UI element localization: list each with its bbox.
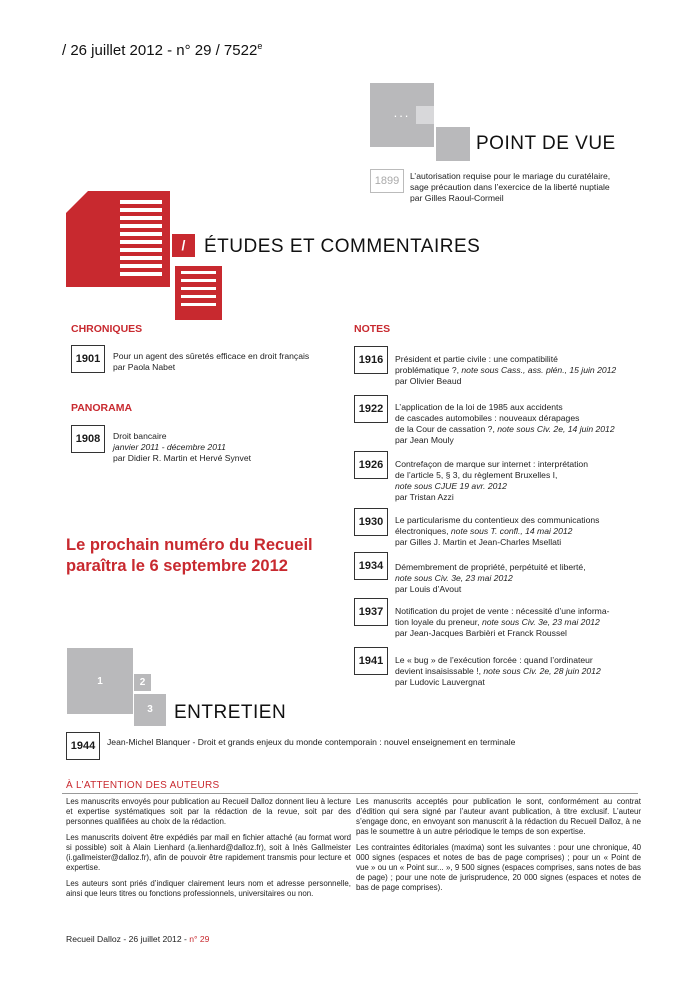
note-line: L’application de la loi de 1985 aux accidents (395, 402, 563, 412)
note-line: Contrefaçon de marque sur internet : interprétation (395, 459, 588, 469)
next-issue-notice (66, 535, 313, 577)
entry-date: janvier 2011 - décembre 2011 (113, 442, 226, 452)
paragraph: Les manuscrits envoyés pour publication au Recueil Dalloz donnent lieu à lecture et expertise systématiques soit par la rédaction de la revue, soit par des personnes qualifiées au choix de la rédaction. (66, 797, 351, 826)
point-de-vue-square-small (416, 106, 434, 124)
square-number: 1 (97, 676, 103, 687)
note-entry[interactable] (395, 515, 645, 548)
note-author: par Ludovic Lauvergnat (395, 677, 485, 687)
issue-line: / 26 juillet 2012 - n° 29 / 7522 (62, 42, 258, 59)
note-line: Président et partie civile : une compatibilité (395, 354, 558, 364)
document-small-icon (172, 263, 222, 320)
authors-notice-left-column (66, 797, 351, 905)
entretien-square-3 (134, 694, 166, 726)
panorama-label: PANORAMA (71, 402, 133, 414)
entretien-square-1 (67, 648, 133, 714)
paragraph: Les auteurs sont priés d’indiquer clairement leurs nom et adresse personnelle, ainsi que leurs titres ou fonctions professionnels, universitaires ou non. (66, 879, 351, 898)
etudes-title: ÉTUDES ET COMMENTAIRES (204, 236, 481, 257)
note-line: devient insaisissable !, note sous Civ. 2e, 28 juin 2012 (395, 666, 601, 676)
note-line: Démembrement de propriété, perpétuité et liberté, (395, 562, 586, 572)
note-author: par Jean Mouly (395, 435, 454, 445)
point-de-vue-title: POINT DE VUE (476, 133, 616, 154)
note-entry[interactable] (395, 655, 645, 688)
note-line: tion loyale du preneur, note sous Civ. 3e, 23 mai 2012 (395, 617, 600, 627)
note-line: électroniques, note sous T. confl., 14 mai 2012 (395, 526, 573, 536)
point-de-vue-page-number: 1899 (370, 169, 404, 193)
entretien-page-number: 1944 (66, 732, 100, 760)
note-entry[interactable] (395, 459, 645, 503)
note-line: de la Cour de cassation ?, note sous Civ. 2e, 14 juin 2012 (395, 424, 615, 434)
note-line: problématique ?, note sous Cass., ass. plén., 15 juin 2012 (395, 365, 617, 375)
notes-label: NOTES (354, 323, 391, 335)
note-line: note sous Civ. 3e, 23 mai 2012 (395, 573, 513, 583)
note-line: de cascades automobiles : nouveaux dérapages (395, 413, 580, 423)
document-fold-icon (66, 191, 88, 213)
point-de-vue-entry[interactable] (410, 171, 610, 204)
next-issue-line: Le prochain numéro du Recueil (66, 536, 313, 554)
panorama-entry[interactable] (113, 431, 251, 464)
note-line: Le « bug » de l’exécution forcée : quand l’ordinateur (395, 655, 593, 665)
paragraph: Les manuscrits doivent être expédiés par mail en fichier attaché (au format word si possible) soit à Alain Lienhard (a.lienhard@dalloz.fr), soit à Inès Gallmeister (i.gallmeister@dalloz.fr), afin de pouvoir être rapidement transmis pour lecture et expertise. (66, 833, 351, 872)
entry-author: par Gilles Raoul-Cormeil (410, 193, 504, 203)
note-page-number: 1941 (354, 647, 388, 675)
footer-issue: n° 29 (189, 934, 210, 944)
note-entry[interactable] (395, 354, 645, 387)
note-author: par Gilles J. Martin et Jean-Charles Msellati (395, 537, 562, 547)
square-number: 3 (147, 704, 153, 715)
authors-notice-title: À L’ATTENTION DES AUTEURS (66, 780, 220, 791)
section-slash: / (172, 234, 195, 257)
chroniques-page-number: 1901 (71, 345, 105, 373)
issue-sup: e (257, 41, 263, 51)
authors-notice-right-column (356, 797, 641, 899)
point-de-vue-square-medium (436, 127, 470, 161)
note-author: par Louis d’Avout (395, 584, 462, 594)
entry-author: par Didier R. Martin et Hervé Synvet (113, 453, 252, 463)
document-lines-icon (120, 200, 162, 280)
entretien-title: ENTRETIEN (174, 702, 287, 723)
entretien-entry[interactable]: Jean-Michel Blanquer - Droit et grands enjeux du monde contemporain : nouvel enseignement en terminale (107, 737, 516, 747)
note-author: par Olivier Beaud (395, 376, 462, 386)
note-entry[interactable] (395, 606, 645, 639)
issue-header (62, 41, 262, 59)
entry-line: Pour un agent des sûretés efficace en droit français (113, 351, 310, 361)
paragraph: Les manuscrits acceptés pour publication le sont, conformément au contrat d’édition qui sera signé par l’auteur avant publication, à titre exclusif. L’auteur s’engage donc, en envoyant son manuscrit à la rédaction du Recueil Dalloz, à ne pas le soumettre à un autre périodique le temps de son expertise. (356, 797, 641, 836)
note-author: par Tristan Azzi (395, 492, 454, 502)
note-entry[interactable] (395, 562, 645, 595)
ellipsis-icon: ... (393, 105, 411, 120)
chroniques-label: CHRONIQUES (71, 323, 143, 335)
entry-line: L’autorisation requise pour le mariage du curatélaire, (410, 171, 611, 181)
page-footer (66, 934, 209, 944)
note-line: Notification du projet de vente : nécessité d’une informa- (395, 606, 610, 616)
entry-line: Droit bancaire (113, 431, 167, 441)
next-issue-line: paraîtra le 6 septembre 2012 (66, 557, 288, 575)
divider (62, 793, 638, 794)
note-page-number: 1922 (354, 395, 388, 423)
square-number: 2 (139, 677, 146, 688)
note-line: de l’article 5, § 3, du règlement Bruxelles I, (395, 470, 558, 480)
note-entry[interactable] (395, 402, 645, 446)
note-page-number: 1926 (354, 451, 388, 479)
note-line: Le particularisme du contentieux des communications (395, 515, 600, 525)
footer-text: Recueil Dalloz - 26 juillet 2012 - (66, 934, 190, 944)
entry-line: sage précaution dans l’exercice de la liberté nuptiale (410, 182, 610, 192)
note-page-number: 1937 (354, 598, 388, 626)
note-page-number: 1916 (354, 346, 388, 374)
note-page-number: 1934 (354, 552, 388, 580)
entretien-square-2 (134, 674, 151, 691)
entry-author: par Paola Nabet (113, 362, 176, 372)
paragraph: Les contraintes éditoriales (maxima) sont les suivantes : pour une chronique, 40 000 signes (espaces et notes de bas de page comprises) ; pour un « Point de vue » ou un « Point sur... », 9 500 signes (espaces comprises, sans notes de bas de page) ; pour une note de jurisprudence, 20 000 signes (espaces et notes de bas de page comprises). (356, 843, 641, 892)
chroniques-entry[interactable] (113, 351, 309, 373)
note-line: note sous CJUE 19 avr. 2012 (395, 481, 507, 491)
panorama-page-number: 1908 (71, 425, 105, 453)
note-page-number: 1930 (354, 508, 388, 536)
note-author: par Jean-Jacques Barbièri et Franck Roussel (395, 628, 567, 638)
